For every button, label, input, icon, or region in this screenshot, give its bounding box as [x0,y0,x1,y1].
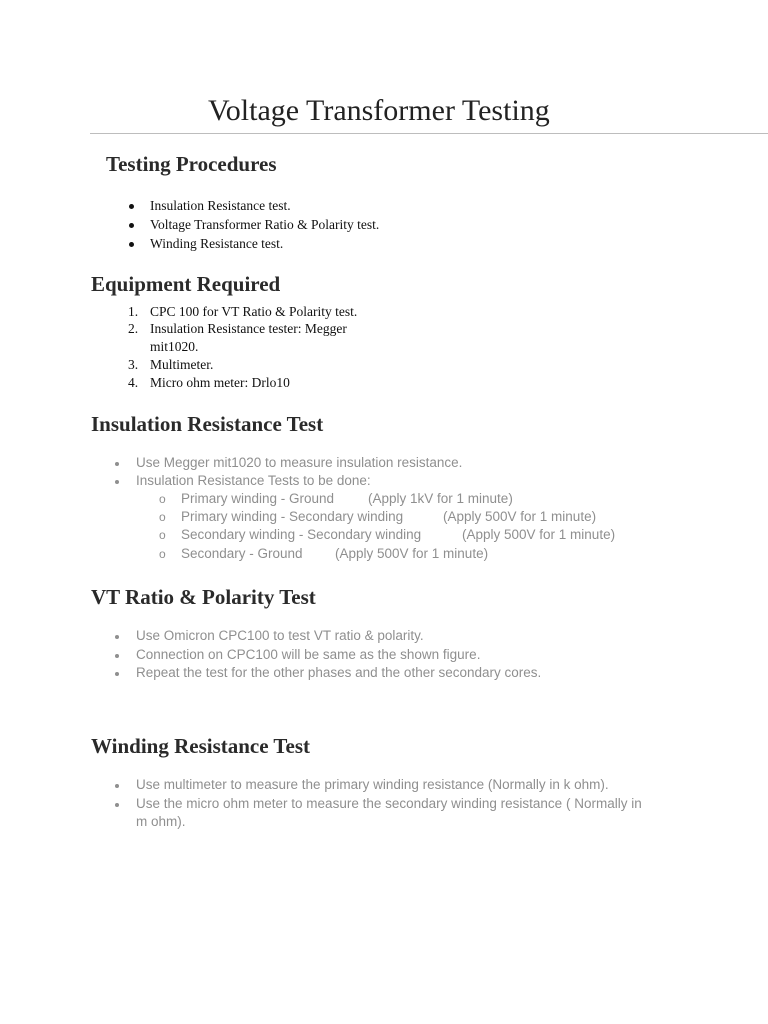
sub-list-detail: (Apply 500V for 1 minute) [335,546,489,561]
sub-list-detail: (Apply 500V for 1 minute) [462,527,616,542]
page-title: Voltage Transformer Testing [208,94,550,127]
bullet-icon [129,204,134,209]
bullet-icon [115,784,119,788]
sub-list-detail: (Apply 500V for 1 minute) [443,509,597,524]
list-item: Multimeter. [150,357,214,372]
bullet-icon [129,242,134,247]
list-item: Insulation Resistance tester: Megger [150,321,347,336]
list-item: Repeat the test for the other phases and the other secondary cores. [136,665,542,680]
circle-bullet-icon: o [159,510,166,524]
bullet-icon [129,223,134,228]
list-item: Connection on CPC100 will be same as the shown figure. [136,647,481,662]
list-item: Use Omicron CPC100 to test VT ratio & polarity. [136,628,424,643]
sub-list-item: Secondary winding - Secondary winding [181,527,422,542]
list-item: Voltage Transformer Ratio & Polarity test. [150,217,380,232]
bullet-icon [115,654,119,658]
circle-bullet-icon: o [159,528,166,542]
bullet-icon [115,635,119,639]
list-item: Micro ohm meter: Drlo10 [150,375,290,390]
sub-list-item: Primary winding - Ground [181,491,335,506]
sub-list-item: Primary winding - Secondary winding [181,509,404,524]
heading-winding-resistance-test: Winding Resistance Test [91,734,310,758]
sub-list-detail: (Apply 1kV for 1 minute) [368,491,513,506]
list-number: 3. [128,357,139,372]
list-number: 4. [128,375,139,390]
list-item: Use the micro ohm meter to measure the secondary winding resistance ( Normally in [136,796,642,811]
bullet-icon [115,803,119,807]
list-number: 2. [128,321,139,336]
heading-testing-procedures: Testing Procedures [106,152,277,176]
circle-bullet-icon: o [159,492,166,506]
heading-vt-ratio-polarity-test: VT Ratio & Polarity Test [91,585,316,609]
bullet-icon [115,462,119,466]
title-divider [90,133,768,134]
bullet-icon [115,672,119,676]
circle-bullet-icon: o [159,547,166,561]
list-item: Use multimeter to measure the primary winding resistance (Normally in k ohm). [136,777,609,792]
list-number: 1. [128,304,139,319]
list-item: Insulation Resistance Tests to be done: [136,473,371,488]
list-item-continuation: m ohm). [136,814,186,829]
sub-list-item: Secondary - Ground [181,546,303,561]
list-item: CPC 100 for VT Ratio & Polarity test. [150,304,358,319]
heading-insulation-resistance-test: Insulation Resistance Test [91,412,324,436]
list-item-continuation: mit1020. [150,339,199,354]
heading-equipment-required: Equipment Required [91,272,281,296]
list-item: Insulation Resistance test. [150,198,291,213]
bullet-icon [115,480,119,484]
list-item: Use Megger mit1020 to measure insulation resistance. [136,455,463,470]
list-item: Winding Resistance test. [150,236,284,251]
